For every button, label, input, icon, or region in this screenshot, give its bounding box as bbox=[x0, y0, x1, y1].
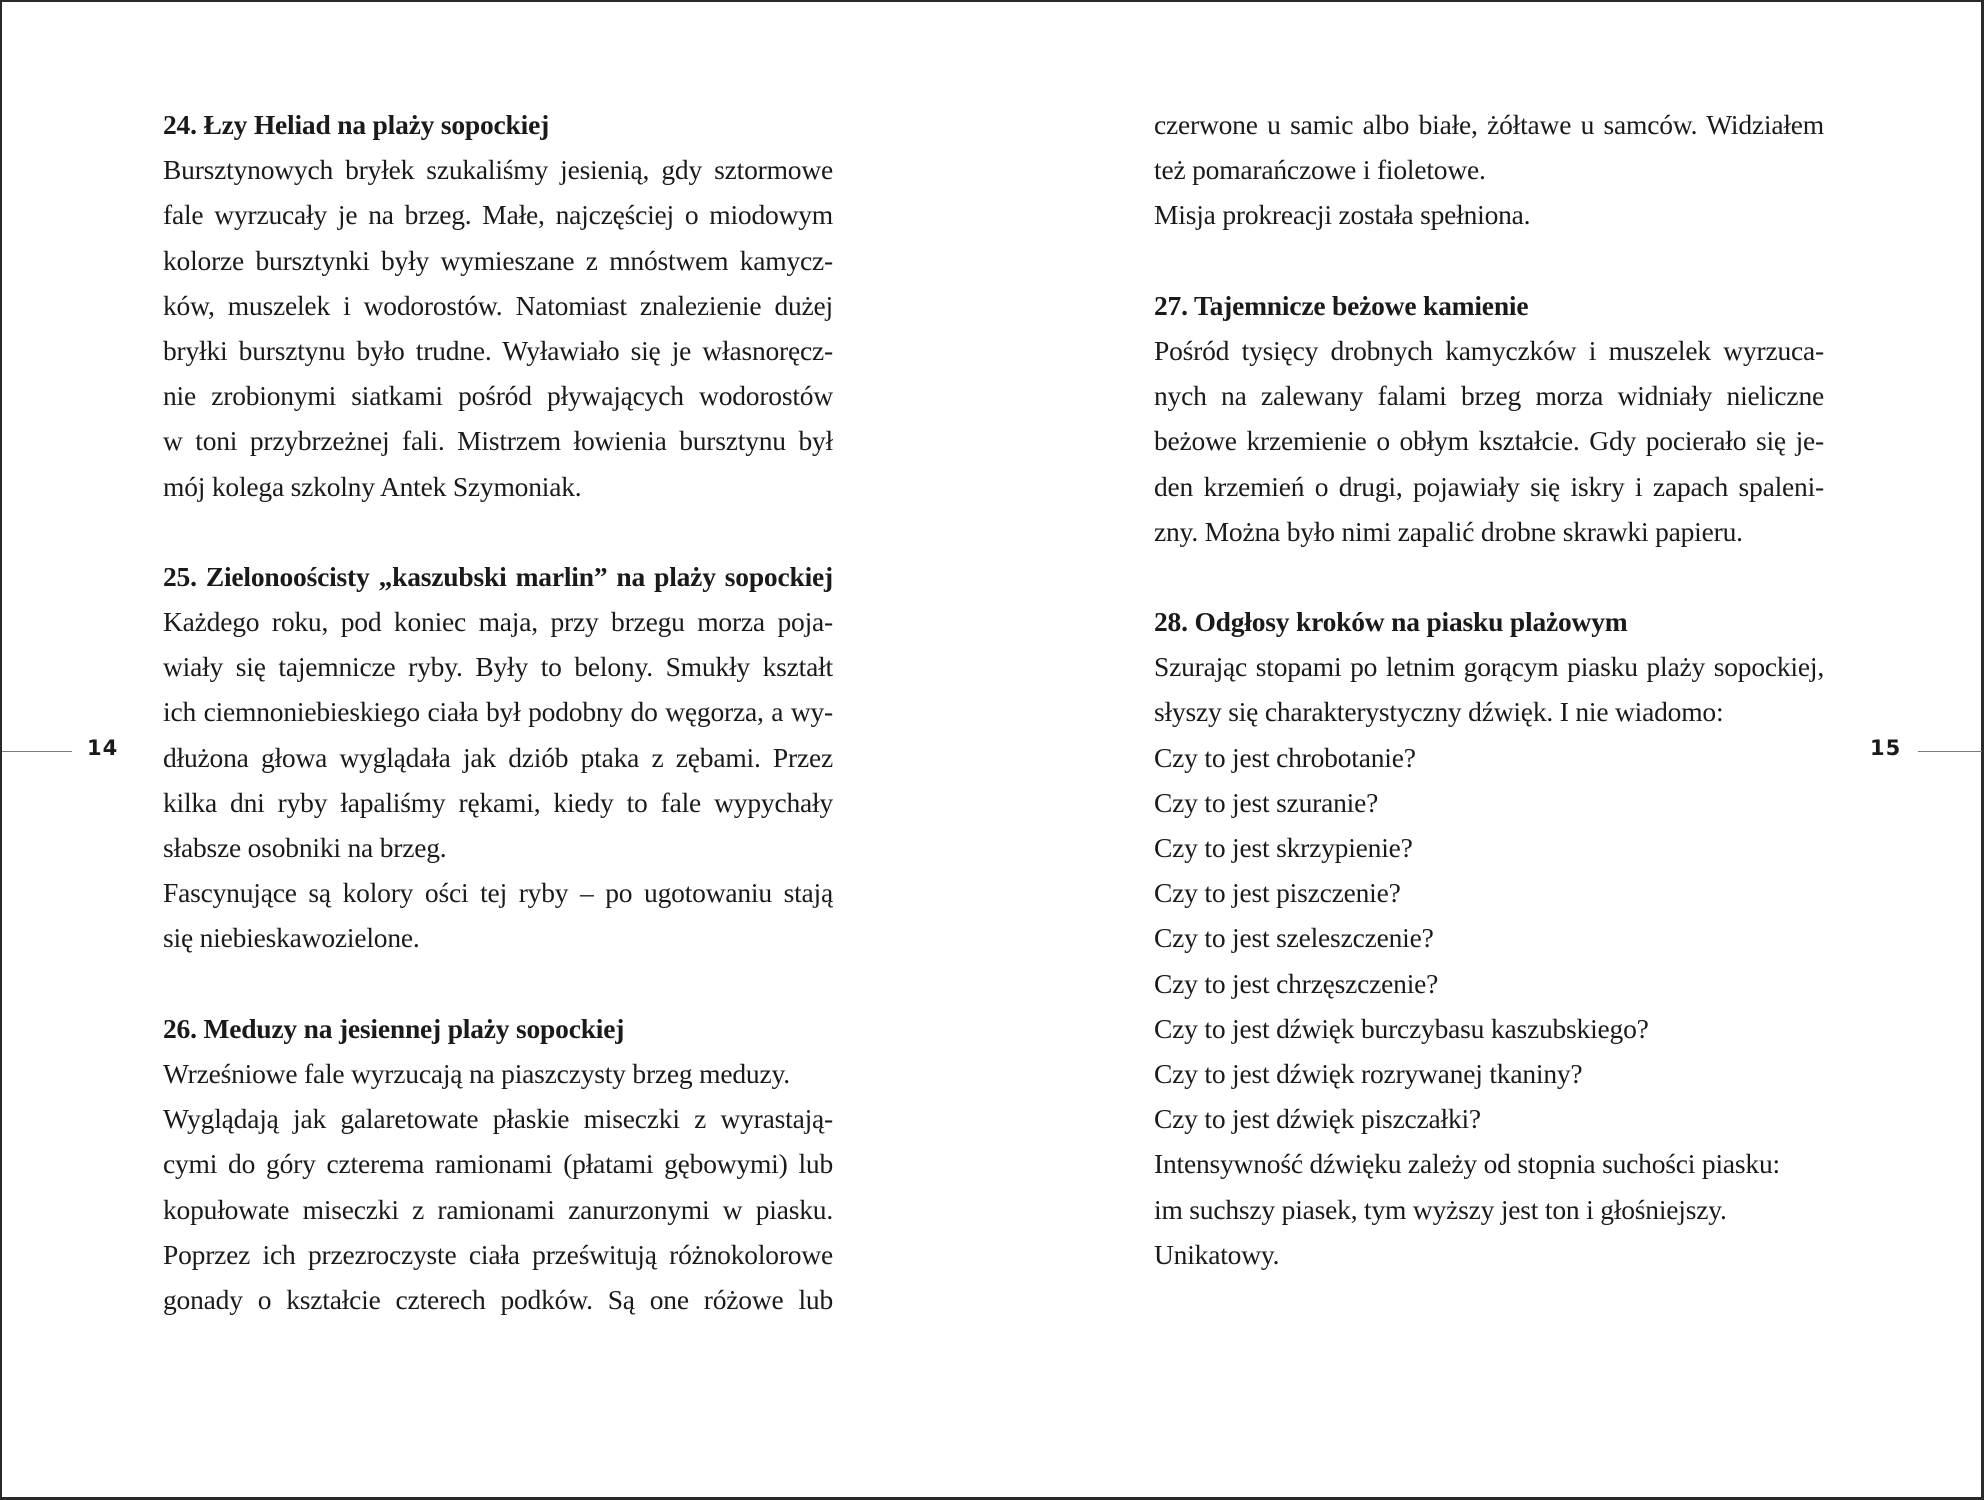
text-line: Poprzez ich przezroczyste ciała prześwitują różnokolorowe bbox=[163, 1238, 833, 1270]
paragraph-gap bbox=[1154, 238, 1824, 283]
paragraph-gap bbox=[163, 509, 833, 554]
text-line: Czy to jest dźwięk burczybasu kaszubskiego? bbox=[1154, 1012, 1649, 1044]
text-line: Intensywność dźwięku zależy od stopnia suchości piasku: bbox=[1154, 1148, 1780, 1180]
section-heading: 25. Zielonoościsty „kaszubski marlin” na plaży sopockiej bbox=[163, 560, 833, 592]
section-heading: 28. Odgłosy kroków na piasku plażowym bbox=[1154, 606, 1628, 638]
text-line: Fascynujące są kolory ości tej ryby – po ugotowaniu stają bbox=[163, 877, 833, 909]
text-line: słabsze osobniki na brzeg. bbox=[163, 832, 447, 863]
text-line: Czy to jest chrzęszczenie? bbox=[1154, 967, 1439, 999]
text-line: nych na zalewany falami brzeg morza widniały nieliczne bbox=[1154, 380, 1824, 412]
text-line: bryłki bursztynu było trudne. Wyławiało się je własnoręcz- bbox=[163, 334, 833, 366]
text-line: Czy to jest piszczenie? bbox=[1154, 877, 1401, 909]
text-line: Każdego roku, pod koniec maja, przy brzegu morza poja- bbox=[163, 606, 833, 638]
text-line: Czy to jest dźwięk piszczałki? bbox=[1154, 1103, 1481, 1135]
text-line: zny. Można było nimi zapalić drobne skrawki papieru. bbox=[1154, 515, 1743, 547]
text-line: Czy to jest szuranie? bbox=[1154, 786, 1379, 818]
page-number-left: 14 bbox=[87, 736, 119, 760]
text-line: beżowe krzemienie o obłym kształcie. Gdy pocierało się je- bbox=[1154, 425, 1824, 457]
text-line: cymi do góry czterema ramionami (płatami gębowymi) lub bbox=[163, 1148, 833, 1180]
text-line: Unikatowy. bbox=[1154, 1238, 1280, 1270]
text-line: w toni przybrzeżnej fali. Mistrzem łowienia bursztynu był bbox=[163, 425, 833, 457]
text-line: kopułowate miseczki z ramionami zanurzonymi w piasku. bbox=[163, 1193, 833, 1225]
text-line: czerwone u samic albo białe, żółtawe u samców. Widziałem bbox=[1154, 109, 1824, 140]
section-heading: 26. Meduzy na jesiennej plaży sopockiej bbox=[163, 1012, 625, 1044]
text-line: kolorze bursztynki były wymieszane z mnóstwem kamycz- bbox=[163, 244, 833, 276]
text-line: Bursztynowych bryłek szukaliśmy jesienią, gdy sztormowe bbox=[163, 154, 833, 186]
text-line: den krzemień o drugi, pojawiały się iskry i zapach spaleni- bbox=[1154, 470, 1824, 502]
text-line: słyszy się charakterystyczny dźwięk. I nie wiadomo: bbox=[1154, 696, 1724, 728]
text-line: Wyglądają jak galaretowate płaskie miseczki z wyrastają- bbox=[163, 1103, 833, 1135]
text-line: dłużona głowa wyglądała jak dziób ptaka z zębami. Przez bbox=[163, 741, 833, 773]
text-line: Czy to jest szeleszczenie? bbox=[1154, 922, 1434, 954]
folio-rule-right bbox=[1918, 751, 1982, 752]
section-heading: 27. Tajemnicze beżowe kamienie bbox=[1154, 289, 1529, 321]
text-line: Czy to jest chrobotanie? bbox=[1154, 741, 1416, 773]
text-line: fale wyrzucały je na brzeg. Małe, najczęściej o miodowym bbox=[163, 199, 833, 231]
text-line: Czy to jest dźwięk rozrywanej tkaniny? bbox=[1154, 1057, 1583, 1089]
paragraph-gap bbox=[163, 961, 833, 1006]
text-line: im suchszy piasek, tym wyższy jest ton i głośniejszy. bbox=[1154, 1193, 1727, 1225]
text-line: Pośród tysięcy drobnych kamyczków i muszelek wyrzuca- bbox=[1154, 334, 1824, 366]
text-line: kilka dni ryby łapaliśmy rękami, kiedy to fale wypychały bbox=[163, 786, 833, 818]
text-line: Szurając stopami po letnim gorącym piasku plaży sopockiej, bbox=[1154, 651, 1824, 683]
text-line: mój kolega szkolny Antek Szymoniak. bbox=[163, 470, 582, 502]
text-line: też pomarańczowe i fioletowe. bbox=[1154, 154, 1486, 186]
text-line: się niebieskawozielone. bbox=[163, 922, 420, 954]
right-page bbox=[992, 0, 1984, 1500]
text-line: gonady o kształcie czterech podków. Są one różowe lub bbox=[163, 1283, 833, 1315]
text-line: ków, muszelek i wodorostów. Natomiast znalezienie dużej bbox=[163, 289, 833, 321]
right-text-column bbox=[1154, 102, 1824, 1277]
left-text-column bbox=[163, 102, 833, 1322]
text-line: wiały się tajemnicze ryby. Były to belony. Smukły kształt bbox=[163, 651, 833, 683]
text-line: Wrześniowe fale wyrzucają na piaszczysty brzeg meduzy. bbox=[163, 1057, 790, 1089]
page-number-right: 15 bbox=[1870, 736, 1902, 760]
folio-rule-left bbox=[2, 751, 72, 752]
text-line: Czy to jest skrzypienie? bbox=[1154, 832, 1413, 863]
text-line: Misja prokreacji została spełniona. bbox=[1154, 199, 1531, 231]
text-line: nie zrobionymi siatkami pośród pływających wodorostów bbox=[163, 380, 833, 412]
section-heading: 24. Łzy Heliad na plaży sopockiej bbox=[163, 109, 550, 140]
text-line: ich ciemnoniebieskiego ciała był podobny do węgorza, a wy- bbox=[163, 696, 833, 728]
paragraph-gap bbox=[1154, 554, 1824, 599]
